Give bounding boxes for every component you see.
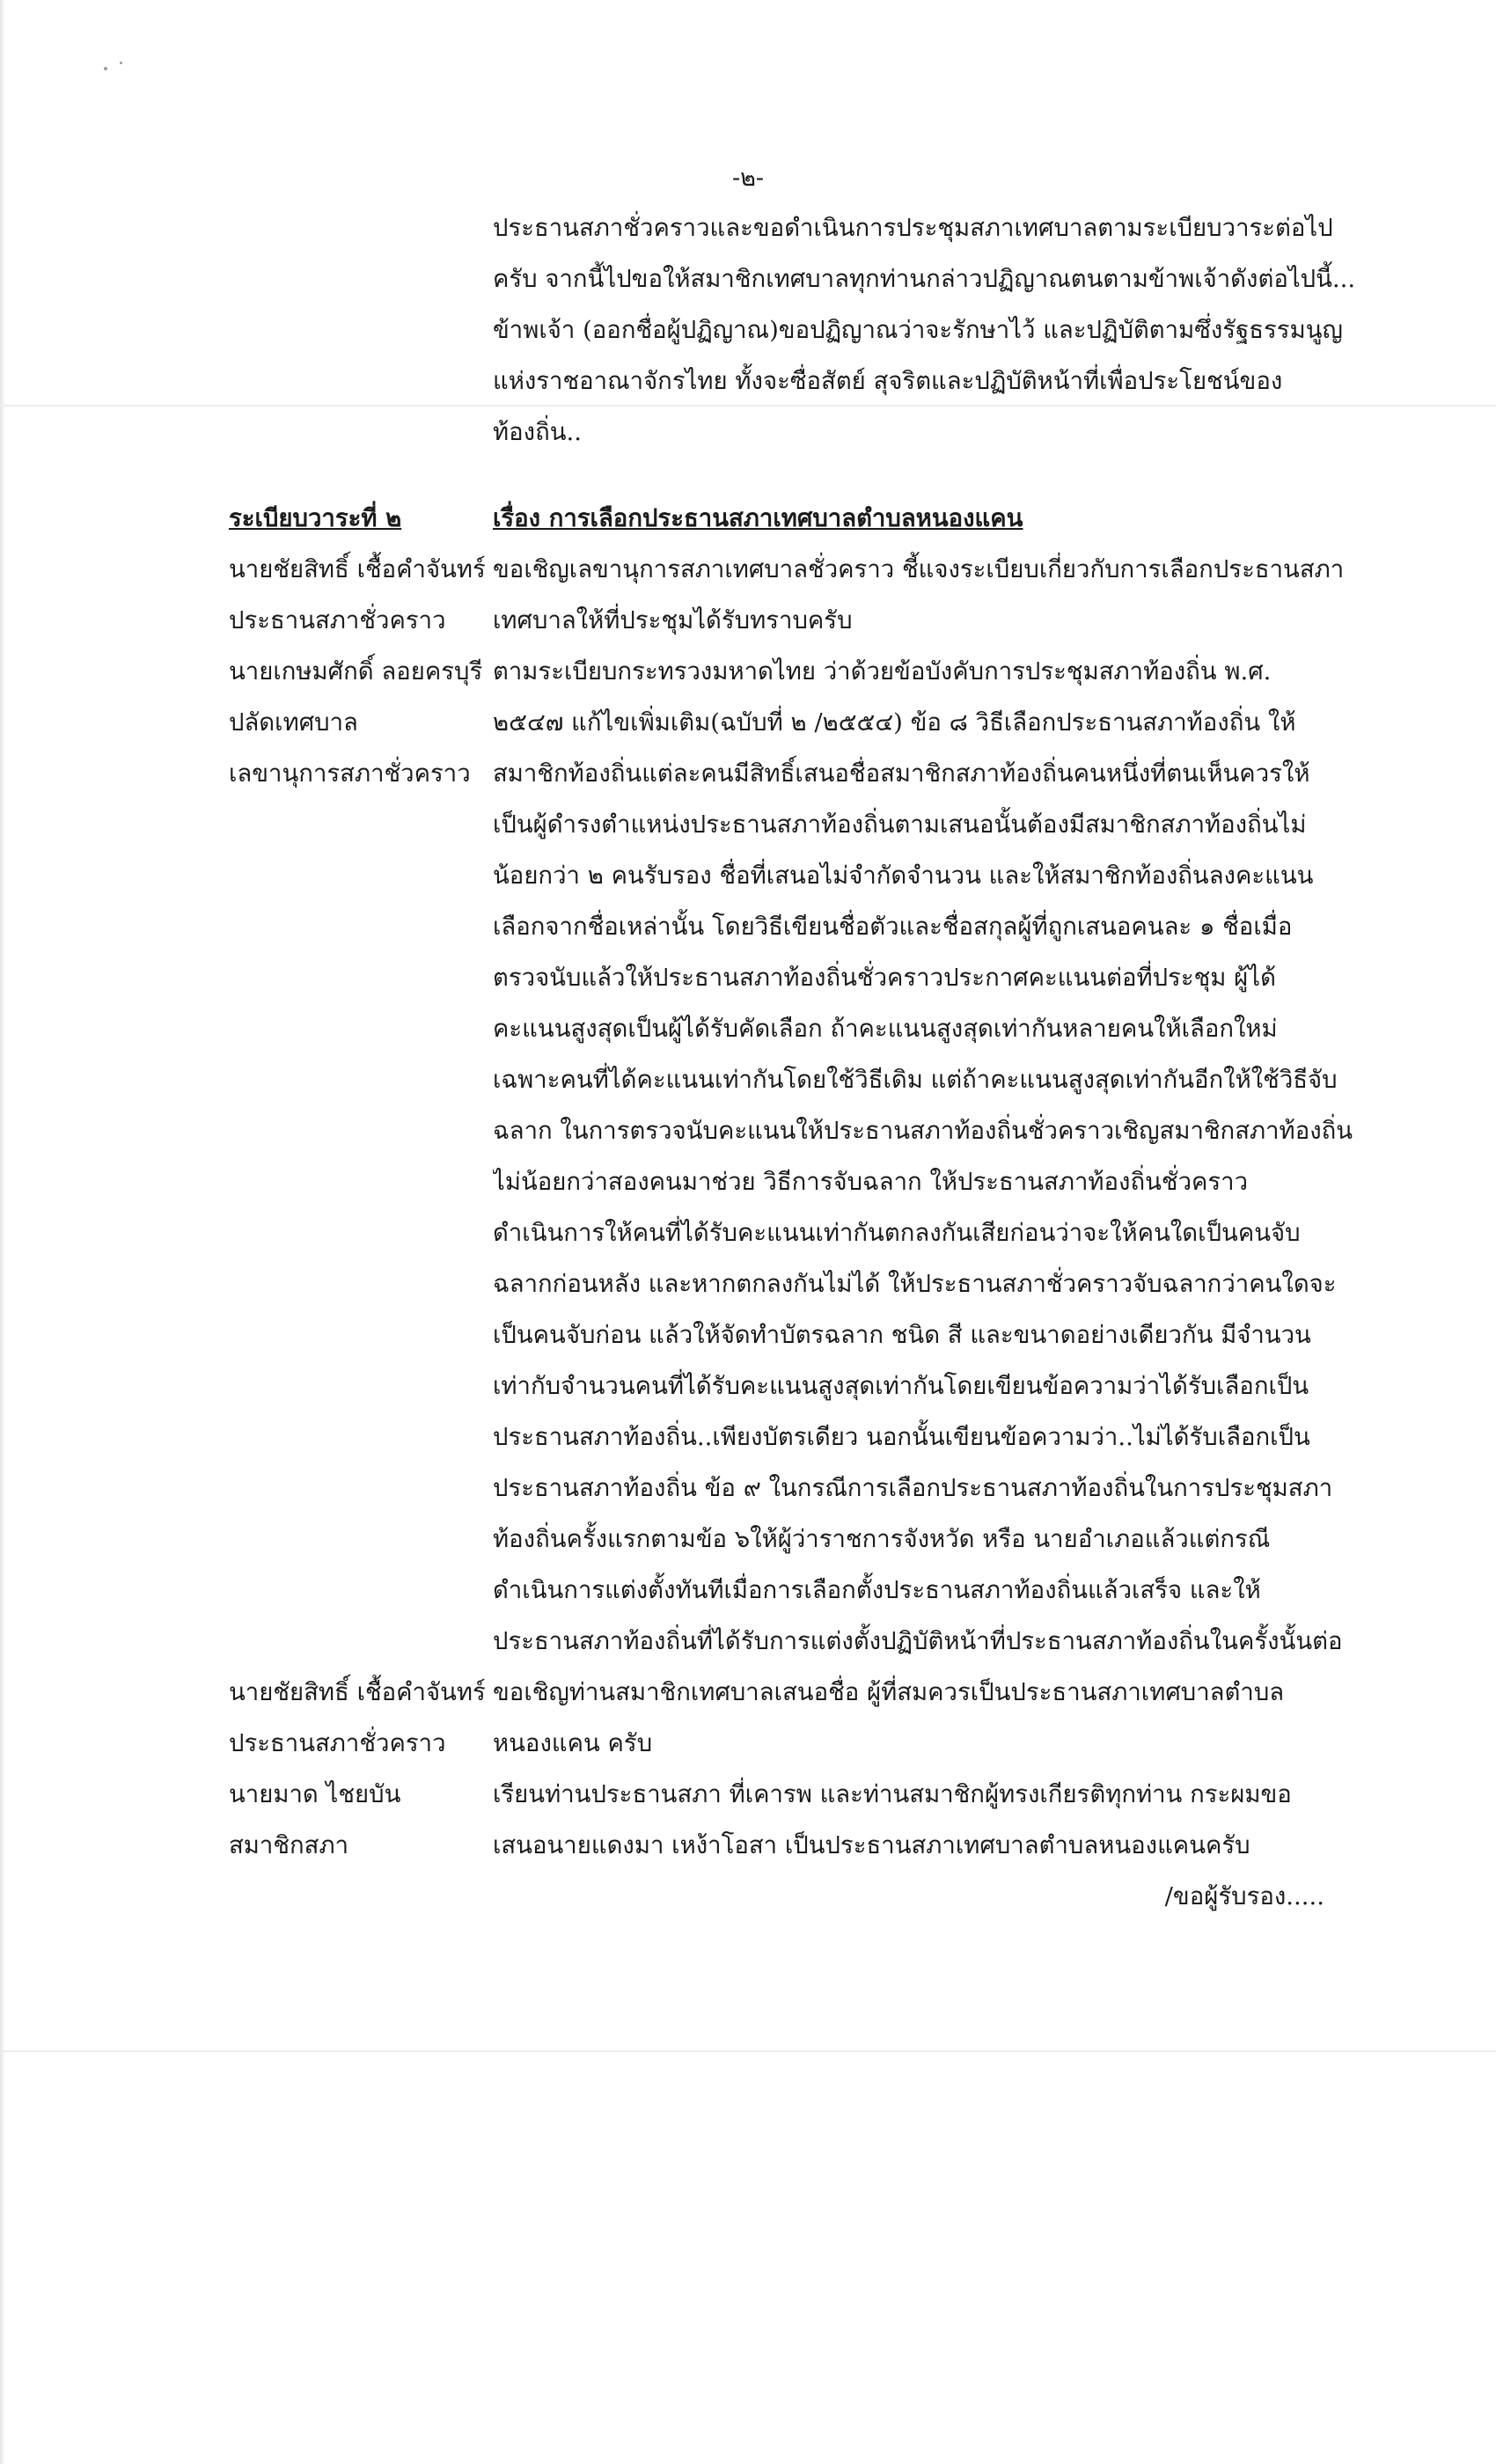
agenda-label-cell — [229, 493, 493, 544]
text-line: ข้าพเจ้า (ออกชื่อผู้ปฏิญาณ)ขอปฏิญาณว่าจะรักษาไว้ และปฏิบัติตามซึ่งรัฐธรรมนูญ — [493, 316, 1343, 344]
speech-block — [0, 646, 1496, 1667]
spacer — [0, 458, 1496, 493]
speech-text — [493, 1769, 1373, 1871]
text-line: ดำเนินการให้คนที่ได้รับคะแนนเท่ากันตกลงกันเสียก่อนว่าจะให้คนใดเป็นคนจับ — [493, 1219, 1301, 1247]
text-line: ฉลากก่อนหลัง และหากตกลงกันไม่ได้ ให้ประธานสภาชั่วคราวจับฉลากว่าคนใดจะ — [493, 1270, 1337, 1298]
scan-speck — [120, 62, 122, 64]
speaker-role: ประธานสภาชั่วคราว — [229, 606, 446, 634]
speaker-name: นายเกษมศักดิ์ ลอยครบุรี — [229, 657, 483, 686]
text-line: แห่งราชอาณาจักรไทย ทั้งจะซื่อสัตย์ สุจริตและปฏิบัติหน้าที่เพื่อประโยชน์ของ — [493, 367, 1283, 395]
agenda-title-cell — [493, 493, 1373, 544]
text-line: ฉลาก ในการตรวจนับคะแนนให้ประธานสภาท้องถิ่นชั่วคราวเชิญสมาชิกสภาท้องถิ่น — [493, 1117, 1353, 1145]
speech-text — [493, 646, 1373, 1667]
text-line: ประธานสภาท้องถิ่น..เพียงบัตรเดียว นอกนั้นเขียนข้อความว่า..ไม่ได้รับเลือกเป็น — [493, 1423, 1310, 1451]
text-line: ๒๕๔๗ แก้ไขเพิ่มเติม(ฉบับที่ ๒ /๒๕๕๔) ข้อ ๘ วิธีเลือกประธานสภาท้องถิ่น ให้ — [493, 708, 1296, 737]
text-line: ประธานสภาท้องถิ่นที่ได้รับการแต่งตั้งปฏิบัติหน้าที่ประธานสภาท้องถิ่นในครั้งนั้นต่อ — [493, 1627, 1343, 1655]
continuation-note: /ขอผู้รับรอง..... — [1164, 1882, 1324, 1910]
agenda-heading — [0, 493, 1496, 544]
text-line: ท้องถิ่นครั้งแรกตามข้อ ๖ให้ผู้ว่าราชการจังหวัด หรือ นายอำเภอแล้วแต่กรณี — [493, 1525, 1271, 1553]
agenda-label: ระเบียบวาระที่ ๒ — [229, 504, 402, 532]
text-line: เป็นผู้ดำรงตำแหน่งประธานสภาท้องถิ่นตามเสนอนั้นต้องมีสมาชิกสภาท้องถิ่นไม่ — [493, 810, 1307, 839]
text-line: หนองแคน ครับ — [493, 1729, 653, 1757]
page-number: -๒- — [731, 165, 765, 192]
text-line: ขอเชิญท่านสมาชิกเทศบาลเสนอชื่อ ผู้ที่สมควรเป็นประธานสภาเทศบาลตำบล — [493, 1678, 1285, 1706]
text-line: ดำเนินการแต่งตั้งทันทีเมื่อการเลือกตั้งประธานสภาท้องถิ่นแล้วเสร็จ และให้ — [493, 1576, 1261, 1604]
text-line: คะแนนสูงสุดเป็นผู้ได้รับคัดเลือก ถ้าคะแนนสูงสุดเท่ากันหลายคนให้เลือกใหม่ — [493, 1015, 1278, 1043]
text-line: ประธานสภาชั่วคราวและขอดำเนินการประชุมสภาเทศบาลตามระเบียบวาระต่อไป — [493, 214, 1333, 242]
text-line: ขอเชิญเลขานุการสภาเทศบาลชั่วคราว ชี้แจงระเบียบเกี่ยวกับการเลือกประธานสภา — [493, 555, 1345, 583]
speaker-column — [229, 646, 493, 799]
text-line: ประธานสภาท้องถิ่น ข้อ ๙ ในกรณีการเลือกประธานสภาท้องถิ่นในการประชุมสภา — [493, 1474, 1333, 1502]
text-line: เลือกจากชื่อเหล่านั้น โดยวิธีเขียนชื่อตัวและชื่อสกุลผู้ที่ถูกเสนอคนละ ๑ ชื่อเมื่อ — [493, 913, 1293, 941]
text-line: เท่ากับจำนวนคนที่ได้รับคะแนนสูงสุดเท่ากันโดยเขียนข้อความว่าได้รับเลือกเป็น — [493, 1372, 1309, 1400]
text-line: ครับ จากนี้ไปขอให้สมาชิกเทศบาลทุกท่านกล่าวปฏิญาณตนตามข้าพเจ้าดังต่อไปนี้... — [493, 265, 1356, 293]
scan-fold-line — [0, 2050, 1496, 2052]
text-line: เรียนท่านประธานสภา ที่เคารพ และท่านสมาชิกผู้ทรงเกียรติทุกท่าน กระผมขอ — [493, 1780, 1292, 1808]
speaker-name: นายชัยสิทธิ์ เชื้อคำจันทร์ — [229, 1678, 486, 1706]
speaker-role: เลขานุการสภาชั่วคราว — [229, 759, 471, 788]
text-line: เสนอนายแดงมา เหง้าโอสา เป็นประธานสภาเทศบาลตำบลหนองแคนครับ — [493, 1831, 1250, 1859]
speaker-name: นายมาด ไชยบัน — [229, 1780, 401, 1808]
intro-text — [493, 202, 1373, 458]
text-line: ท้องถิ่น.. — [493, 418, 583, 446]
intro-block — [0, 202, 1496, 458]
text-line: เทศบาลให้ที่ประชุมได้รับทราบครับ — [493, 606, 853, 634]
text-line: เฉพาะคนที่ได้คะแนนเท่ากันโดยใช้วิธีเดิม แต่ถ้าคะแนนสูงสุดเท่ากันอีกให้ใช้วิธีจับ — [493, 1066, 1338, 1094]
agenda-title: เรื่อง การเลือกประธานสภาเทศบาลตำบลหนองแคน — [493, 504, 1023, 532]
speech-block — [0, 544, 1496, 646]
speaker-name: นายชัยสิทธิ์ เชื้อคำจันทร์ — [229, 555, 486, 583]
text-line: ตรวจนับแล้วให้ประธานสภาท้องถิ่นชั่วคราวประกาศคะแนนต่อที่ประชุม ผู้ได้ — [493, 964, 1276, 992]
speaker-column — [229, 1769, 493, 1871]
speaker-role: ปลัดเทศบาล — [229, 708, 358, 737]
speaker-column — [229, 1667, 493, 1769]
speaker-role: ประธานสภาชั่วคราว — [229, 1729, 446, 1757]
speech-block — [0, 1667, 1496, 1769]
text-line: สมาชิกท้องถิ่นแต่ละคนมีสิทธิ์เสนอชื่อสมาชิกสภาท้องถิ่นคนหนึ่งที่ตนเห็นควรให้ — [493, 759, 1310, 788]
minutes-body — [0, 202, 1496, 1922]
speech-text — [493, 1667, 1373, 1769]
speaker-role: สมาชิกสภา — [229, 1831, 349, 1859]
speech-block — [0, 1769, 1496, 1871]
scan-speck — [104, 67, 107, 70]
text-line: ไม่น้อยกว่าสองคนมาช่วย วิธีการจับฉลาก ให้ประธานสภาท้องถิ่นชั่วคราว — [493, 1168, 1249, 1196]
text-line: น้อยกว่า ๒ คนรับรอง ชื่อที่เสนอไม่จำกัดจำนวน และให้สมาชิกท้องถิ่นลงคะแนน — [493, 862, 1314, 890]
text-line: ตามระเบียบกระทรวงมหาดไทย ว่าด้วยข้อบังคับการประชุมสภาท้องถิ่น พ.ศ. — [493, 657, 1272, 686]
text-line: เป็นคนจับก่อน แล้วให้จัดทำบัตรฉลาก ชนิด สี และขนาดอย่างเดียวกัน มีจำนวน — [493, 1321, 1311, 1349]
speaker-column — [229, 544, 493, 646]
speech-text — [493, 544, 1373, 646]
